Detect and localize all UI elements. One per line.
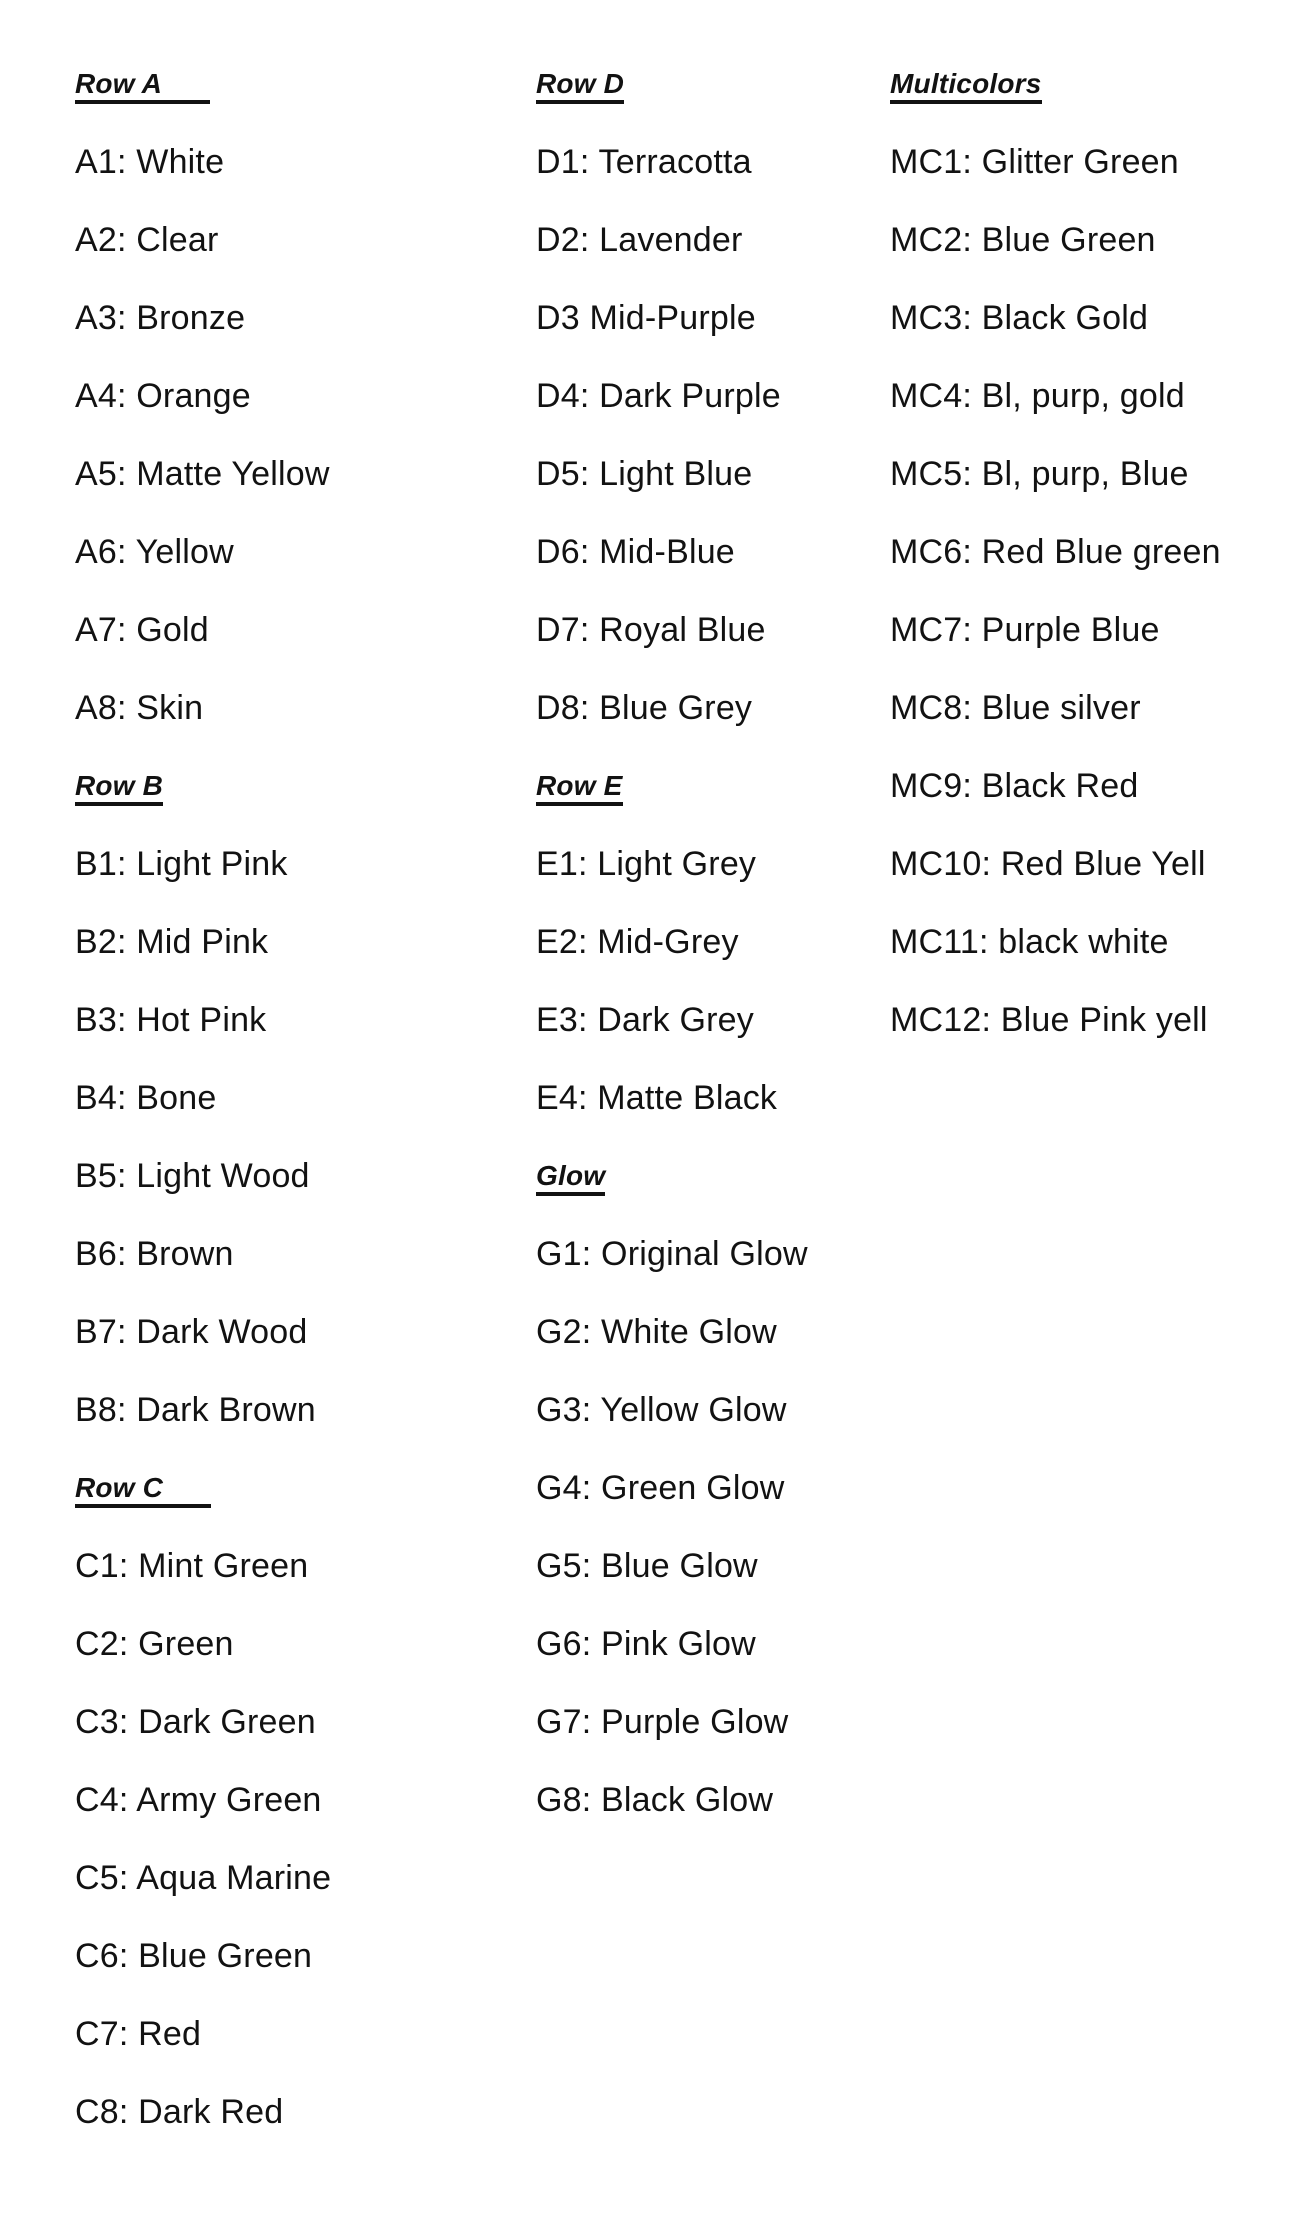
- color-list-item: MC2: Blue Green: [890, 221, 1156, 259]
- color-list-item: E2: Mid-Grey: [536, 923, 739, 961]
- color-list-item: MC10: Red Blue Yell: [890, 845, 1206, 883]
- section-header: [75, 45, 331, 123]
- color-list-item: MC4: Bl, purp, gold: [890, 377, 1185, 415]
- section-header-text: Row C: [75, 1472, 211, 1508]
- color-list-item: A7: Gold: [75, 611, 209, 649]
- color-list-item: C5: Aqua Marine: [75, 1859, 332, 1897]
- color-list-item: C7: Red: [75, 2015, 202, 2053]
- section-header-text: Multicolors: [890, 68, 1042, 104]
- color-list-item: G6: Pink Glow: [536, 1625, 756, 1663]
- section-header-text: Row E: [536, 770, 623, 806]
- color-list-item: E1: Light Grey: [536, 845, 757, 883]
- color-list-item: D3 Mid-Purple: [536, 299, 756, 337]
- color-list-item: MC7: Purple Blue: [890, 611, 1160, 649]
- color-list-item: C1: Mint Green: [75, 1547, 309, 1585]
- color-list-item: MC6: Red Blue green: [890, 533, 1221, 571]
- section-header-text: Glow: [536, 1160, 605, 1196]
- color-list-item: A1: White: [75, 143, 225, 181]
- section-header: [890, 45, 1221, 123]
- color-list-item: B1: Light Pink: [75, 845, 288, 883]
- column-rows-a-b-c: [75, 45, 331, 2151]
- color-list-item: C2: Green: [75, 1625, 234, 1663]
- column-multicolors: [890, 45, 1221, 1059]
- section-header: [536, 45, 808, 123]
- section-header: [75, 747, 331, 825]
- color-list-item: D4: Dark Purple: [536, 377, 781, 415]
- color-list-item: A6: Yellow: [75, 533, 234, 571]
- color-list-item: G8: Black Glow: [536, 1781, 774, 1819]
- color-list-item: B7: Dark Wood: [75, 1313, 308, 1351]
- color-list-item: G2: White Glow: [536, 1313, 777, 1351]
- color-list-item: B3: Hot Pink: [75, 1001, 267, 1039]
- color-list-item: B8: Dark Brown: [75, 1391, 316, 1429]
- color-list-item: A5: Matte Yellow: [75, 455, 330, 493]
- color-list-item: D7: Royal Blue: [536, 611, 766, 649]
- color-list-item: MC1: Glitter Green: [890, 143, 1179, 181]
- color-list-item: C3: Dark Green: [75, 1703, 316, 1741]
- color-list-item: B6: Brown: [75, 1235, 234, 1273]
- color-list-item: MC11: black white: [890, 923, 1169, 961]
- color-list-item: MC5: Bl, purp, Blue: [890, 455, 1189, 493]
- color-list-item: G1: Original Glow: [536, 1235, 808, 1273]
- color-list-item: MC12: Blue Pink yell: [890, 1001, 1208, 1039]
- color-list-item: MC9: Black Red: [890, 767, 1139, 805]
- color-list-item: A8: Skin: [75, 689, 204, 727]
- color-list-item: MC8: Blue silver: [890, 689, 1141, 727]
- color-list-item: G3: Yellow Glow: [536, 1391, 787, 1429]
- color-list-item: G4: Green Glow: [536, 1469, 785, 1507]
- color-list-item: A2: Clear: [75, 221, 219, 259]
- color-list-item: D2: Lavender: [536, 221, 743, 259]
- color-list-item: C6: Blue Green: [75, 1937, 313, 1975]
- color-list-item: A3: Bronze: [75, 299, 246, 337]
- color-list-item: D1: Terracotta: [536, 143, 752, 181]
- color-list-item: D8: Blue Grey: [536, 689, 753, 727]
- color-list-item: E4: Matte Black: [536, 1079, 778, 1117]
- color-list-item: MC3: Black Gold: [890, 299, 1149, 337]
- color-list-item: A4: Orange: [75, 377, 251, 415]
- color-list-item: D6: Mid-Blue: [536, 533, 735, 571]
- color-list-item: B2: Mid Pink: [75, 923, 269, 961]
- color-list-item: G7: Purple Glow: [536, 1703, 789, 1741]
- section-header: [536, 747, 808, 825]
- color-list-item: C4: Army Green: [75, 1781, 322, 1819]
- color-list-item: B5: Light Wood: [75, 1157, 310, 1195]
- section-header: [536, 1137, 808, 1215]
- color-list-item: C8: Dark Red: [75, 2093, 284, 2131]
- color-list-item: E3: Dark Grey: [536, 1001, 754, 1039]
- color-list-item: D5: Light Blue: [536, 455, 753, 493]
- column-rows-d-e-glow: [536, 45, 808, 1839]
- section-header-text: Row A: [75, 68, 210, 104]
- color-list-item: B4: Bone: [75, 1079, 217, 1117]
- color-list-item: G5: Blue Glow: [536, 1547, 758, 1585]
- section-header: [75, 1449, 331, 1527]
- section-header-text: Row D: [536, 68, 624, 104]
- section-header-text: Row B: [75, 770, 163, 806]
